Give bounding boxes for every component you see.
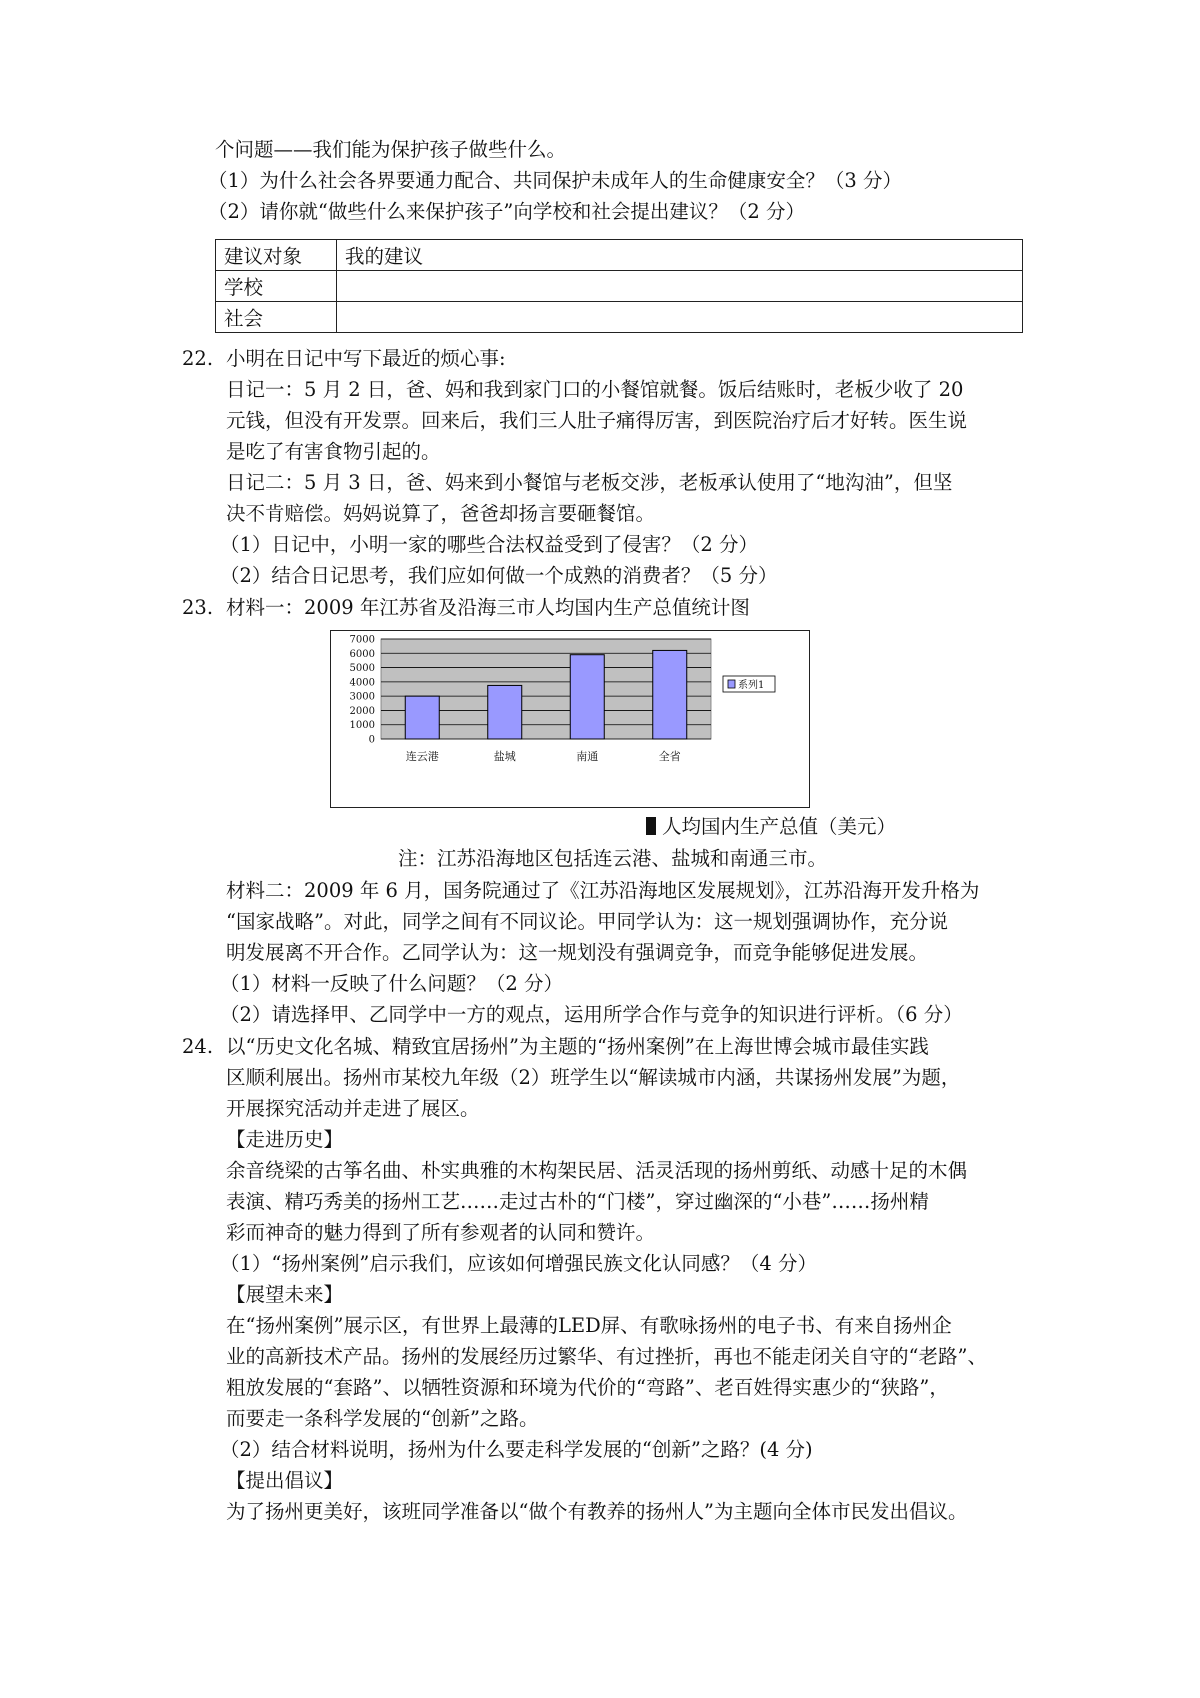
q24-intro-line: 以“历史文化名城、精致宜居扬州”为主题的“扬州案例”在上海世博会城市最佳实践 — [226, 1035, 929, 1058]
q23-material2-line: 材料二：2009 年 6 月，国务院通过了《江苏沿海地区发展规划》，江苏沿海开发升格为 — [226, 879, 980, 902]
q24-question-1: （1）“扬州案例”启示我们，应该如何增强民族文化认同感？（4 分） — [220, 1252, 817, 1275]
q22-diary2-line: 日记二：5 月 3 日，爸、妈来到小餐馆与老板交涉，老板承认使用了“地沟油”，但坚 — [226, 471, 953, 494]
black-square-icon — [646, 817, 656, 835]
q23-material2-line: “国家战略”。对此，同学之间有不同议论。甲同学认为：这一规划强调协作，充分说 — [226, 910, 948, 933]
q22-question-2: （2）结合日记思考，我们应如何做一个成熟的消费者？（5 分） — [220, 564, 778, 587]
chart-caption-text: 人均国内生产总值（美元） — [662, 815, 897, 838]
q23-material2-line: 明发展离不开合作。乙同学认为：这一规划没有强调竞争，而竞争能够促进发展。 — [226, 941, 929, 964]
table-row — [216, 302, 1023, 333]
question-number-22: 22. — [182, 347, 214, 370]
q24-sec2-line: 而要走一条科学发展的“创新”之路。 — [226, 1407, 539, 1430]
section-heading: 【展望未来】 — [226, 1283, 344, 1306]
x-tick-label: 盐城 — [493, 750, 516, 763]
legend-label: 系列1 — [738, 680, 765, 691]
q24-sec2-line: 业的高新技术产品。扬州的发展经历过繁华、有过挫折，再也不能走闭关自守的“老路”、 — [226, 1345, 987, 1368]
y-tick-label: 1000 — [349, 720, 375, 732]
y-tick-label: 2000 — [349, 705, 375, 717]
q23-question-1: （1）材料一反映了什么问题？（2 分） — [220, 972, 564, 995]
bar — [570, 655, 604, 739]
table-header-row — [216, 240, 1023, 271]
q21-question-1: （1）为什么社会各界要通力配合、共同保护未成年人的生命健康安全？（3 分） — [208, 169, 903, 192]
gdp-bar-chart — [331, 631, 809, 807]
question-number-24: 24. — [182, 1035, 214, 1058]
q22-diary2-line: 决不肯赔偿。妈妈说算了，爸爸却扬言要砸餐馆。 — [226, 502, 656, 525]
q22-intro: 小明在日记中写下最近的烦心事: — [226, 347, 506, 370]
section-heading: 【提出倡议】 — [226, 1469, 344, 1492]
q22-diary1-line: 元钱，但没有开发票。回来后，我们三人肚子痛得厉害，到医院治疗后才好转。医生说 — [226, 409, 968, 432]
section-heading: 【走进历史】 — [226, 1128, 344, 1151]
q24-sec1-line: 表演、精巧秀美的扬州工艺……走过古朴的“门楼”，穿过幽深的“小巷”……扬州精 — [226, 1190, 929, 1213]
q24-intro-line: 区顺利展出。扬州市某校九年级（2）班学生以“解读城市内涵，共谋扬州发展”为题， — [226, 1066, 961, 1089]
bar — [405, 696, 439, 739]
q21-question-2: （2）请你就“做些什么来保护孩子”向学校和社会提出建议？（2 分） — [208, 200, 805, 223]
y-tick-label: 6000 — [349, 648, 375, 660]
x-tick-label: 连云港 — [405, 750, 439, 763]
q24-sec2-line: 粗放发展的“套路”、以牺牲资源和环境为代价的“弯路”、老百姓得实惠少的“狭路”， — [226, 1376, 949, 1399]
q22-diary1-line: 是吃了有害食物引起的。 — [226, 440, 441, 463]
q24-sec2-line: 在“扬州案例”展示区，有世界上最薄的LED屏、有歌咏扬州的电子书、有来自扬州企 — [226, 1314, 952, 1337]
legend-swatch — [728, 680, 735, 688]
q22-diary1-line: 日记一：5 月 2 日，爸、妈和我到家门口的小餐馆就餐。饭后结账时，老板少收了 20 — [226, 378, 964, 401]
y-tick-label: 0 — [368, 734, 375, 746]
question-number-23: 23. — [182, 596, 214, 619]
bar — [488, 685, 522, 739]
y-tick-label: 3000 — [349, 691, 375, 703]
chart-caption — [646, 811, 896, 843]
q24-question-2: （2）结合材料说明，扬州为什么要走科学发展的“创新”之路？(4 分) — [220, 1438, 813, 1461]
q24-sec3-text: 为了扬州更美好，该班同学准备以“做个有教养的扬州人”为主题向全体市民发出倡议。 — [226, 1500, 968, 1523]
table-header: 建议对象 — [216, 240, 337, 271]
q24-sec1-line: 彩而神奇的魅力得到了所有参观者的认同和赞许。 — [226, 1221, 656, 1244]
table-cell: 社会 — [216, 302, 337, 333]
table-row — [216, 271, 1023, 302]
x-tick-label: 全省 — [658, 750, 681, 763]
q22-question-1: （1）日记中，小明一家的哪些合法权益受到了侵害？（2 分） — [220, 533, 759, 556]
q21-continuation: 个问题——我们能为保护孩子做些什么。 — [215, 138, 567, 161]
y-tick-label: 4000 — [349, 677, 375, 689]
bar — [653, 650, 687, 739]
answer-cell — [337, 302, 1023, 333]
suggestion-table — [215, 239, 1023, 333]
answer-cell — [337, 271, 1023, 302]
q23-question-2: （2）请选择甲、乙同学中一方的观点，运用所学合作与竞争的知识进行评析。（6 分） — [220, 1003, 963, 1026]
y-tick-label: 5000 — [349, 663, 375, 675]
q23-material1-title: 材料一：2009 年江苏省及沿海三市人均国内生产总值统计图 — [226, 596, 750, 619]
x-tick-label: 南通 — [576, 750, 599, 763]
table-cell: 学校 — [216, 271, 337, 302]
q24-intro-line: 开展探究活动并走进了展区。 — [226, 1097, 480, 1120]
y-tick-label: 7000 — [349, 634, 375, 646]
table-header: 我的建议 — [337, 240, 1023, 271]
q24-sec1-line: 余音绕梁的古筝名曲、朴实典雅的木构架民居、活灵活现的扬州剪纸、动感十足的木偶 — [226, 1159, 968, 1182]
chart-frame — [330, 630, 810, 808]
q23-note: 注：江苏沿海地区包括连云港、盐城和南通三市。 — [398, 847, 828, 870]
